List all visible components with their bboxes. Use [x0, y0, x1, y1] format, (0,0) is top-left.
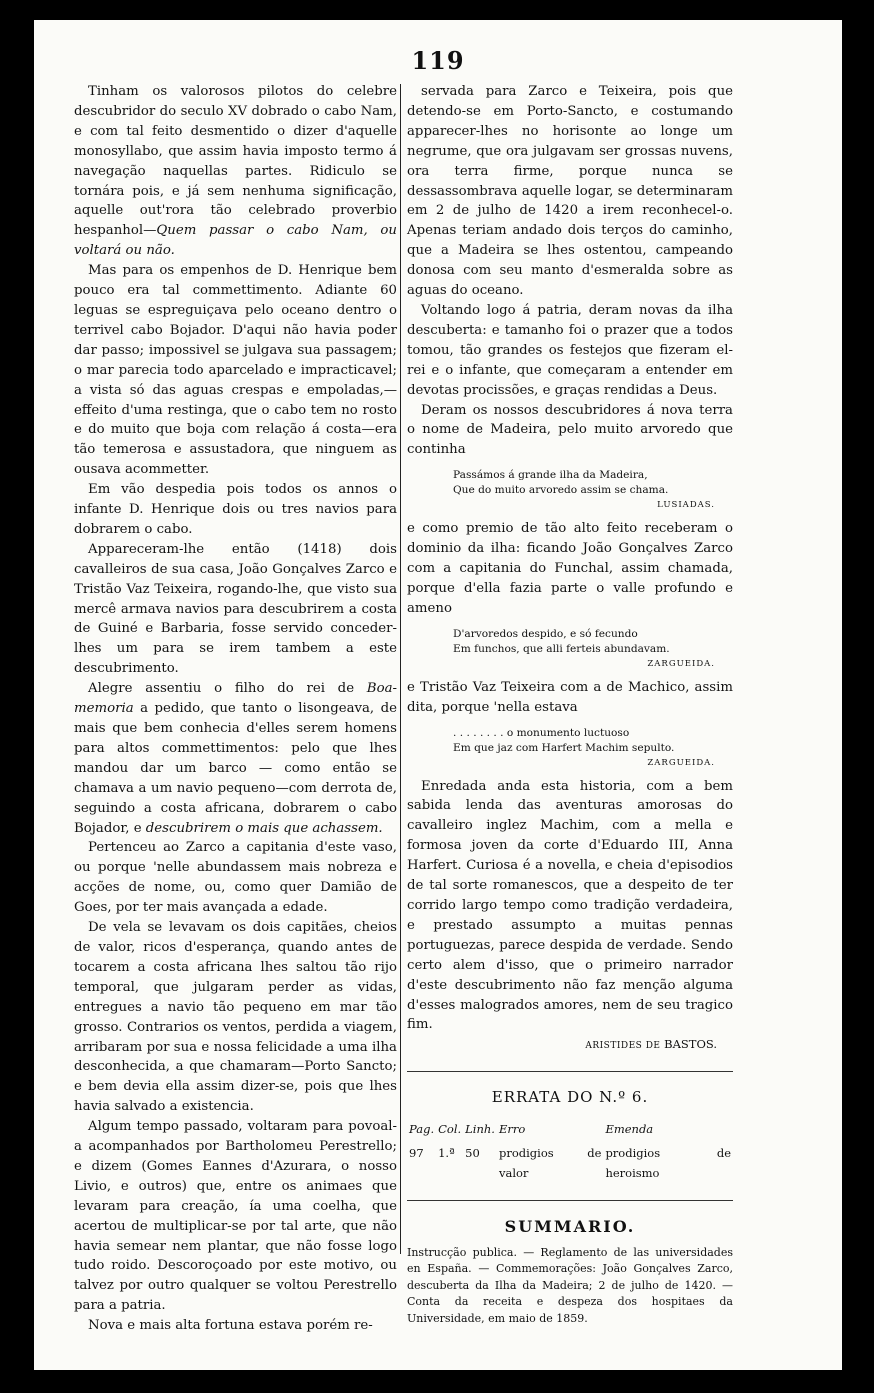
separator-rule: [407, 1200, 733, 1201]
page-number: 119: [411, 46, 465, 75]
paragraph: Nova e mais alta fortuna estava porém re-: [88, 1318, 373, 1334]
summary-text: Instrucção publica. — Reglamento de las universidades en España. — Commemorações: João Gonçalves Zarco, descuberta da Ilha da Madeira; 2 de julho de 1420. — Conta da receita e despeza dos hospitaes da Universidade, em maio de 1859.: [407, 1245, 733, 1325]
paragraph: e como premio de tão alto feito receberam o dominio da ilha: ficando João Gonçalves Zarco com a capitania do Funchal, assim chamada, porque d'ella fazia parte o valle profundo e ameno: [407, 521, 733, 616]
paragraph: e Tristão Vaz Teixeira com a de Machico, assim dita, porque 'nella estava: [407, 679, 733, 715]
paragraph: De vela se levavam os dois capitães, cheios de valor, ricos d'esperança, quando antes de tocarem a costa africana lhes saltou tão rijo temporal, que julgaram perder as vidas, entregues a navio tão pequeno em mar tão grosso. Contrarios os ventos, perdida a viagem, arribaram por sua e nossa felicidade a uma ilha desconhecida, a que chamaram—Porto Sancto; e bem devia ella assim dizer-se, pois que lhes havia salvado a existencia.: [74, 920, 397, 1115]
boa-memoria-italic: Boa-memoria: [74, 681, 397, 717]
separator-rule: [407, 1071, 733, 1072]
quote-lusiadas: Passámos á grande ilha da Madeira, Que do muito arvoredo assim se chama. LUSIADAS.: [453, 468, 733, 513]
paragraph: Enredada anda esta historia, com a bem sabida lenda das aventuras amorosas do cavalleiro inglez Machim, com a mella e formosa joven da corte d'Eduardo III, Anna Harfert. Curiosa é a novella, e cheia d'episodios de tal sorte romanescos, que a despeito de ter corrido largo tempo como tradição verdadeira, e prestado assumpto a muitas pennas portuguezas, parece despida de verdade. Sendo certo alem d'isso, que o primeiro narrador d'este descubrimento não faz menção alguma d'esses malogrados amores, nem de seu tragico fim.: [407, 778, 733, 1033]
quote-zargueida-2: . . . . . . . . o monumento luctuoso Em que jaz com Harfert Machim sepulto. ZARGUEIDA.: [453, 726, 733, 771]
table-row: 97 1.ª 50 prodigios de valor prodigios de heroismo: [409, 1146, 731, 1180]
descubrirem-italic: descubrirem o mais que achassem.: [145, 820, 383, 836]
paragraph: Mas para os empenhos de D. Henrique bem pouco era tal commettimento. Adiante 60 leguas se espreguiçava pelo oceano dentro o terrivel cabo Bojador. D'aqui não havia poder dar passo; impossivel se julgava sua passagem; o mar parecia todo aparcelado e impracticavel; a vista só das aguas crespas e empoladas,—effeito d'uma restinga, que o cabo tem no rosto e do muito que boja com relação á costa—era tão temerosa e assustadora, que ninguem as ousava acommetter.: [74, 263, 397, 478]
paragraph: Tinham os valorosos pilotos do celebre descubridor do seculo XV dobrado o cabo Nam, e com tal feito desmentido o dizer d'aquelle monosyllabo, que assim havia imposto termo á navegação naquellas partes. Ridiculo se tornára pois, e já sem nenhuma significação, aquelle out'rora tão celebrado proverbio hespanhol—Quem passar o cabo Nam, ou voltará ou não.: [74, 84, 397, 259]
paragraph: Alegre assentiu o filho do rei de Boa-memoria a pedido, que tanto o lisongeava, de mais que bem conhecia d'elles serem homens para altos commettimentos: pelo que lhes mandou dar um barco — como então se chamava a um navio pequeno—com derrota de, seguindo a costa africana, dobrarem o cabo Bojador, e descubrirem o mais que achassem.: [74, 681, 397, 836]
paragraph: servada para Zarco e Teixeira, pois que detendo-se em Porto-Sancto, e costumando apparecer-lhes no horisonte ao longe um negrume, que ora julgavam ser grossas nuvens, ora terra firme, porque nunca se dessassombrava aquelle logar, se determinaram em 2 de julho de 1420 a irem reconhecel-o. Apenas teriam andado dois terços do caminho, que a Madeira se lhes ostentou, campeando donosa com seu manto d'esmeralda sobre as aguas do oceano.: [407, 84, 733, 299]
left-column: [74, 82, 397, 1336]
paragraph: Deram os nossos descubridores á nova terra o nome de Madeira, pelo muito arvoredo que continha: [407, 402, 733, 458]
paragraph: Algum tempo passado, voltaram para povoal-a acompanhados por Bartholomeu Perestrello; e dizem (Gomes Eannes d'Azurara, o nosso Livio, e outros) que, entre os animaes que levaram para creação, ía uma coelha, que acertou de multiplicar-se por tal arte, que não havia semear nem plantar, que não fosse logo tudo roido. Descoroçoado por este motivo, ou talvez por outro qualquer se voltou Perestrello para a patria.: [74, 1119, 397, 1314]
quote-zargueida-1: D'arvoredos despido, e só fecundo Em funchos, que alli ferteis abundavam. ZARGUEIDA.: [453, 627, 733, 672]
quote-source: LUSIADAS.: [657, 500, 715, 511]
newspaper-page: [34, 20, 842, 1370]
author-signature: ARISTIDES DE BASTOS.: [585, 1037, 717, 1052]
quote-source: ZARGUEIDA.: [647, 658, 715, 669]
proverb-italic: Quem passar o cabo Nam, ou voltará ou não.: [74, 223, 397, 259]
errata-header-row: Pag. Col. Linh. Erro Emenda: [409, 1122, 654, 1137]
column-divider: [400, 84, 401, 1254]
paragraph: Voltando logo á patria, deram novas da ilha descuberta: e tamanho foi o prazer que a todos tomou, tão grandes os festejos que fizeram el-rei e o infante, que começaram a entender em devotas procissões, e graças rendidas a Deus.: [407, 302, 733, 398]
paragraph: Appareceram-lhe então (1418) dois cavalleiros de sua casa, João Gonçalves Zarco e Tristão Vaz Teixeira, rogando-lhe, que visto sua mercê armava navios para descubrirem a costa de Guiné e Barbaria, fosse servido conceder-lhes um para se irem tambem a este descubrimento.: [74, 541, 397, 677]
summary-title: SUMMARIO.: [504, 1216, 636, 1236]
quote-source: ZARGUEIDA.: [647, 757, 715, 768]
right-column: [407, 82, 733, 1327]
paragraph: Pertenceu ao Zarco a capitania d'este vaso, ou porque 'nelle abundassem mais nobreza e acções de nome, ou, como quer Damião de Goes, por ter mais avançada a edade.: [74, 840, 397, 916]
paragraph: Em vão despedia pois todos os annos o infante D. Henrique dois ou tres navios para dobrarem o cabo.: [74, 482, 397, 537]
errata-title: ERRATA DO N.º 6.: [491, 1088, 649, 1107]
errata-table: [407, 1118, 733, 1186]
